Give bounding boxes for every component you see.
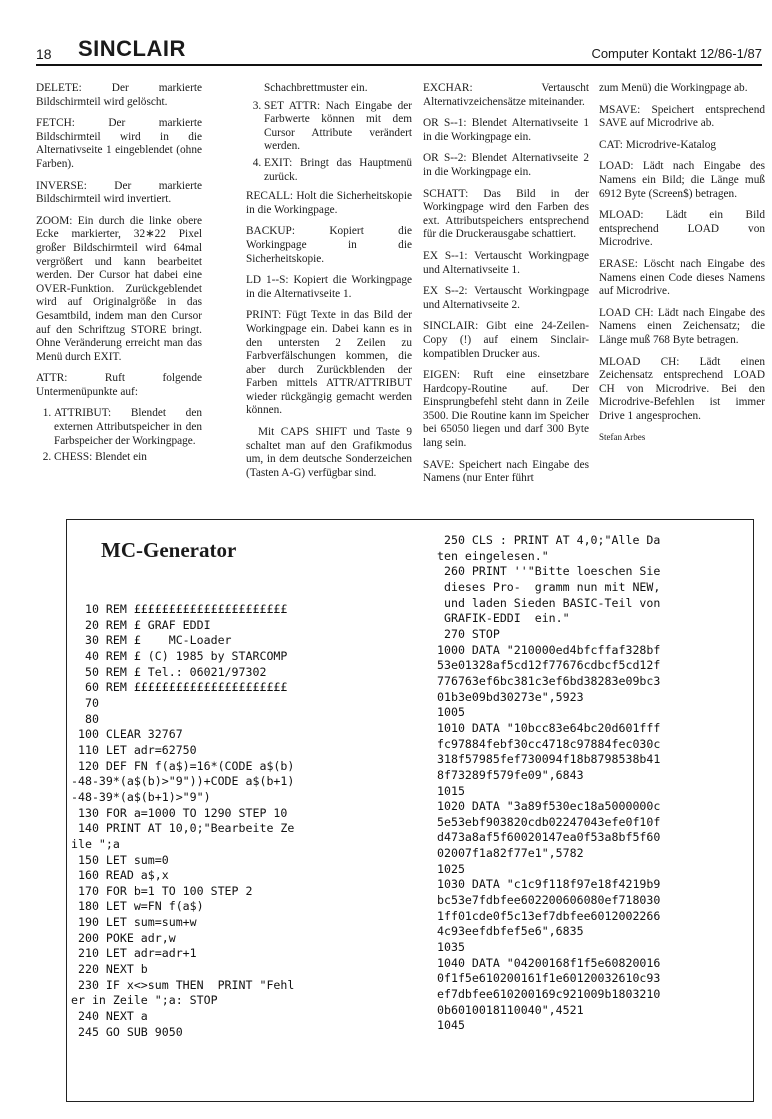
paragraph-caps-shift: Mit CAPS SHIFT und Taste 9 schaltet man auf den Grafikmodus um, in dem deutsche Sonderzeichen (Tasten A-G) verfügbar sind.: [246, 426, 412, 479]
list-item-set-attr: 3. SET ATTR: Nach Eingabe der Farbwerte können mit dem Cursor Attribute verändert werden.: [264, 100, 412, 154]
issue-label: Computer Kontakt 12/86-1/87: [591, 46, 762, 61]
text-column-1: [36, 82, 202, 471]
page-header: [36, 36, 762, 66]
attr-submenu-list: [36, 407, 202, 464]
paragraph-print: PRINT: Fügt Texte in das Bild der Workingpage ein. Dabei kann es in den untersten 2 Zeilen zu Farbverfälschungen kommen, die aber durch Zurückblenden der Farben mittels ATTR/ATTRIBUT wieder rückgängig gemacht werden können.: [246, 309, 412, 417]
paragraph-sinclair: SINCLAIR: Gibt eine 24-Zeilen-Copy (!) auf einem Sinclair-kompatiblen Drucker aus.: [423, 320, 589, 360]
page-number: 18: [36, 46, 52, 62]
text-column-2: [246, 82, 412, 488]
paragraph-ex-s-2: EX S--2: Vertauscht Workingpage und Alternativseite 2.: [423, 285, 589, 311]
paragraph-cat: CAT: Microdrive-Katalog: [599, 138, 717, 151]
listing-box: [66, 519, 754, 1102]
paragraph-recall: RECALL: Holt die Sicherheitskopie in die Workingpage.: [246, 190, 412, 216]
code-listing-right: 250 CLS : PRINT AT 4,0;"Alle Da ten eingelesen." 260 PRINT ''"Bitte loeschen Sie dieses Pro- gramm nun mit NEW, und laden Sieden BASIC-Teil von GRAFIK-EDDI ein." 270 STOP 1000 DATA "210000ed4bfcffaf328bf 53e01328af5cd12f77676cdbcf5cd12f 776763ef6bc381c3ef6bd38283e09bc3 01b3e09bd30273e",5923 1005 1010 DATA "10bcc83e64bc20d601fff fc97884febf30cc4718c97884fec030c 318f57985fef730094f18b8798538b41 8f73289f579fe09",6843 1015 1020 DATA "3a89f530ec18a5000000c 5e53ebf903820cdb02247043efe0f10f d473a8af5f60020147ea0f53a8bf5f60 02007f1a82f77e1",5782 1025 1030 DATA "c1c9f118f97e18f4219b9 bc53e7fdbfee602200606080ef718030 1ff01cde0f5c13ef7dbfee6012002266 4c93eefdbfef5e6",6835 1035 1040 DATA "04200168f1f5e60820016 0f1f5e610200161f1e60120032610c93 ef7dbfee610200169c921009b1803210 0b6010018110040",4521 1045: [437, 533, 661, 1033]
paragraph-ld-1-s: LD 1--S: Kopiert die Workingpage in die Alternativseite 1.: [246, 274, 412, 300]
list-item-continuation: Schachbrettmuster ein.: [264, 82, 368, 94]
paragraph-mload-ch: MLOAD CH: Lädt einen Zeichensatz entsprechend LOAD CH von Microdrive. Bei den Microdrive-Befehlen ist immer Drive 1 angesprochen.: [599, 355, 765, 422]
paragraph-attr: ATTR: Ruft folgende Untermenüpunkte auf:: [36, 372, 202, 398]
paragraph-exchar: EXCHAR: Vertauscht Alternativzeichensätze miteinander.: [423, 82, 589, 108]
text-column-3: [423, 82, 589, 494]
magazine-section-title: SINCLAIR: [78, 36, 186, 61]
paragraph-msave: MSAVE: Speichert entsprechend SAVE auf Microdrive ab.: [599, 103, 765, 130]
paragraph-delete: DELETE: Der markierte Bildschirmteil wird gelöscht.: [36, 82, 202, 108]
paragraph-mload: MLOAD: Lädt ein Bild entsprechend LOAD von Microdrive.: [599, 209, 765, 249]
author-credit: Stefan Arbes: [599, 432, 646, 443]
paragraph-fetch: FETCH: Der markierte Bildschirmteil wird in die Alternativseite 1 eingeblendet (ohne Farben).: [36, 117, 202, 170]
paragraph-eigen: EIGEN: Ruft eine einsetzbare Hardcopy-Routine auf. Der Einsprungbefehl steht dann in Zeile 3500. Die Routine kann im Speicher bei 65050 liegen und darf 300 Byte lang sein.: [423, 369, 589, 450]
paragraph-load-ch: LOAD CH: Lädt nach Eingabe des Namens einen Zeichensatz; die Länge muß 768 Byte betragen.: [599, 306, 765, 346]
listing-title: MC-Generator: [101, 538, 237, 562]
paragraph-save: SAVE: Speichert nach Eingabe des Namens (nur Enter führt: [423, 458, 589, 485]
paragraph-or-s-2: OR S--2: Blendet Alternativseite 2 in die Workingpage ein.: [423, 152, 589, 178]
text-column-4: [599, 82, 765, 445]
paragraph-inverse: INVERSE: Der markierte Bildschirmteil wird invertiert.: [36, 179, 202, 206]
paragraph-save-continued: zum Menü) die Workingpage ab.: [599, 82, 748, 94]
attr-submenu-list-continued: [246, 100, 412, 185]
paragraph-ex-s-1: EX S--1: Vertauscht Workingpage und Alternativseite 1.: [423, 249, 589, 276]
paragraph-zoom: ZOOM: Ein durch die linke obere Ecke markierter, 32∗22 Pixel großer Bildschirmteil wird 64mal vergrößert und kann bearbeitet werden. Der Cursor hat dabei eine OVER-Funktion. Zurückgeblendet wird auf Originalgröße in das Gesamtbild, indem man den Cursor auf den Schriftzug STORE bringt. Ohne Veränderung erreicht man das Menü durch EXIT.: [36, 214, 202, 363]
list-item-attribut: 1. ATTRIBUT: Blendet den externen Attributspeicher in den Farbspeicher der Workingpage.: [54, 407, 202, 448]
paragraph-schatt: SCHATT: Das Bild in der Workingpage wird den Farben des ext. Attributspeichers entsprechend für die Druckerausgabe schattiert.: [423, 187, 589, 241]
paragraph-backup: BACKUP: Kopiert die Workingpage in die Sicherheitskopie.: [246, 225, 412, 265]
paragraph-erase: ERASE: Löscht nach Eingabe des Namens einen Code dieses Namens auf Microdrive.: [599, 257, 765, 298]
code-listing-left: 10 REM ££££££££££££££££££££££ 20 REM £ GRAF EDDI 30 REM £ MC-Loader 40 REM £ (C) 1985 by STARCOMP 50 REM £ Tel.: 06021/97302 60 REM ££££££££££££££££££££££ 70 80 100 CLEAR 32767 110 LET adr=62750 120 DEF FN f(a$)=16*(CODE a$(b) -48-39*(a$(b)>"9"))+CODE a$(b+1) -48-39*(a$(b+1)>"9") 130 FOR a=1000 TO 1290 STEP 10 140 PRINT AT 10,0;"Bearbeite Ze ile ";a 150 LET sum=0 160 READ a$,x 170 FOR b=1 TO 100 STEP 2 180 LET w=FN f(a$) 190 LET sum=sum+w 200 POKE adr,w 210 LET adr=adr+1 220 NEXT b 230 IF x<>sum THEN PRINT "Fehl er in Zeile ";a: STOP 240 NEXT a 245 GO SUB 9050: [71, 602, 295, 1039]
header-rule: [36, 64, 762, 66]
paragraph-load: LOAD: Lädt nach Eingabe des Namens ein Bild; die Länge muß 6912 Byte (Screen$) betragen.: [599, 160, 765, 200]
paragraph-or-s-1: OR S--1: Blendet Alternativseite 1 in die Workingpage ein.: [423, 117, 589, 143]
list-item-exit: 4. EXIT: Bringt das Hauptmenü zurück.: [264, 157, 412, 184]
list-item-chess: 2. CHESS: Blendet ein: [54, 451, 202, 465]
